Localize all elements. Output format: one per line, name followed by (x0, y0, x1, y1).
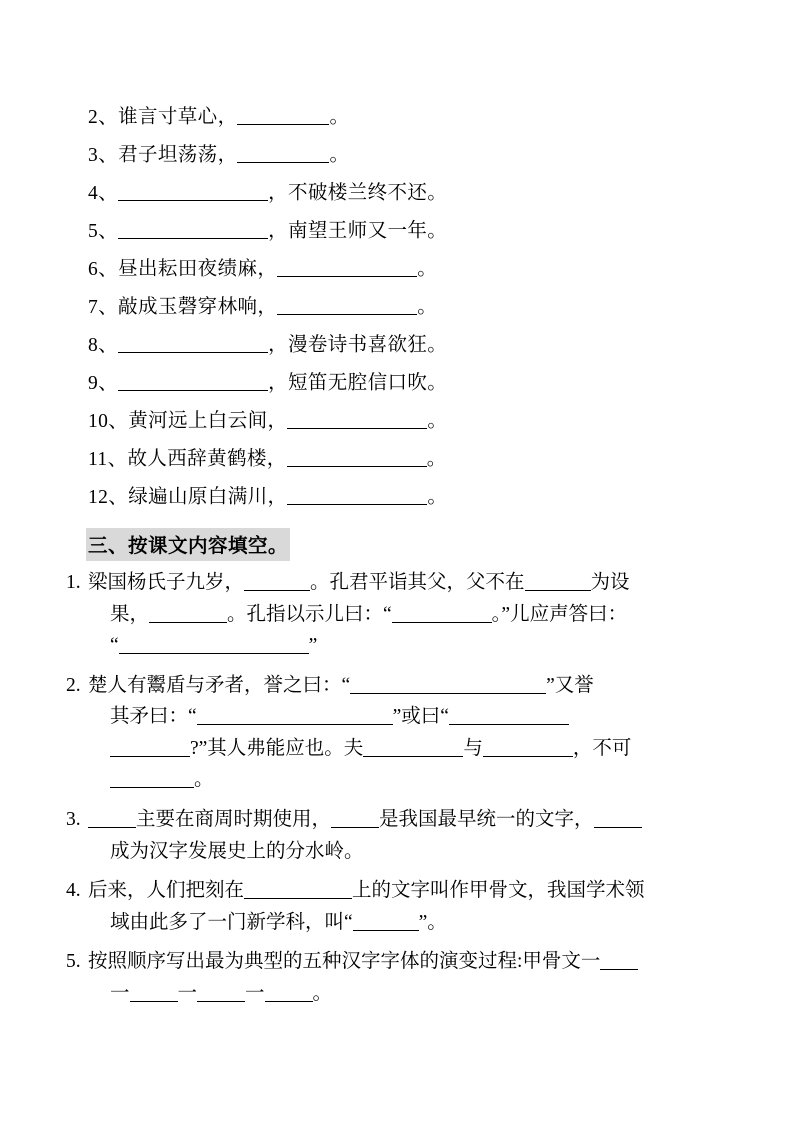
answer-blank[interactable] (149, 601, 227, 622)
question-line (110, 599, 728, 631)
poem-line (88, 256, 728, 279)
question-text: “ (110, 635, 119, 657)
question-text: ”又誉 (546, 674, 594, 696)
question-text: 一 (177, 982, 198, 1004)
answer-blank[interactable] (525, 570, 591, 591)
document-content (66, 104, 728, 1018)
poem-line-text: 绿遍山原白满川， (128, 486, 288, 508)
section-three-questions (66, 567, 728, 1010)
answer-blank[interactable] (237, 104, 329, 125)
poem-line (88, 218, 728, 241)
poem-line-text: 故人西辞黄鹤楼， (127, 448, 287, 470)
question-text: 后来，人们把刻在 (88, 880, 245, 902)
poem-line (88, 332, 728, 355)
question-line (110, 978, 728, 1010)
answer-blank[interactable] (350, 672, 546, 693)
question-text: 与 (463, 737, 483, 759)
poem-line (88, 484, 728, 507)
question-text: 果， (110, 603, 150, 625)
fill-in-question: 5. 按照顺序写出最为典型的五种汉字字体的演变过程:甲骨文一 一 一 一 。 (88, 946, 728, 1009)
poem-line-text: 。 (426, 448, 447, 470)
poem-line-number: 2、 (88, 106, 119, 128)
poem-line (88, 104, 728, 127)
answer-blank[interactable] (363, 735, 463, 756)
poem-line-text: ，漫卷诗书喜欲狂。 (268, 334, 448, 356)
answer-blank[interactable] (118, 332, 268, 353)
question-text: 为设 (590, 572, 630, 593)
poem-line-number: 5、 (88, 220, 119, 242)
question-text: 一 (110, 982, 130, 1004)
question-text: 。”儿应声答曰： (491, 603, 628, 625)
poem-line-number: 3、 (88, 144, 119, 166)
answer-blank[interactable] (130, 980, 178, 1001)
poem-line-text: 。 (329, 144, 350, 166)
question-line (110, 630, 728, 662)
question-text: 梁国杨氏子九岁， (88, 572, 245, 593)
question-line (110, 701, 728, 733)
answer-blank[interactable] (244, 570, 310, 591)
poem-line-text: 。 (427, 410, 448, 432)
answer-blank[interactable] (244, 878, 352, 899)
question-text: 一 (245, 982, 265, 1004)
poem-line-text: 黄河远上白云间， (128, 410, 288, 432)
answer-blank[interactable] (110, 767, 194, 788)
answer-blank[interactable] (392, 601, 492, 622)
question-text: 。 (312, 982, 333, 1004)
section-heading-three: 三、按课文内容填空。 (86, 528, 290, 561)
poem-line (88, 370, 728, 393)
poem-line-number: 7、 (88, 296, 119, 318)
question-text: 按照顺序写出最为典型的五种汉字字体的演变过程:甲骨文一 (88, 951, 601, 973)
question-text: 。孔指以示儿曰：“ (227, 603, 392, 625)
answer-blank[interactable] (118, 218, 268, 239)
answer-blank[interactable] (331, 807, 379, 828)
poem-line-text: 君子坦荡荡， (118, 144, 238, 166)
question-line (110, 764, 728, 796)
answer-blank[interactable] (483, 735, 573, 756)
question-text: 。 (194, 769, 214, 791)
poem-line-text: ，短笛无腔信口吹。 (268, 372, 448, 394)
poem-line-text: 。 (427, 486, 448, 508)
answer-blank[interactable] (197, 980, 245, 1001)
poem-fill-in-list (88, 104, 728, 507)
answer-blank[interactable] (110, 735, 190, 756)
fill-in-question: 3. 主要在商周时期使用， 是我国最早统一的文字， 成为汉字发展史上的分水岭。 (88, 804, 728, 867)
poem-line-text: ，不破楼兰终不还。 (268, 182, 448, 204)
poem-line (88, 446, 728, 469)
poem-line-number: 10、 (88, 410, 129, 432)
answer-blank[interactable] (88, 807, 136, 828)
question-text: 上的文字叫作甲骨文，我国学术领 (352, 880, 645, 902)
answer-blank[interactable] (277, 294, 417, 315)
question-text: 楚人有鬻盾与矛者，誉之曰：“ (88, 674, 351, 696)
poem-line (88, 142, 728, 165)
poem-line-text: 敲成玉磬穿林响， (118, 296, 278, 318)
answer-blank[interactable] (353, 909, 419, 930)
question-text: 其矛曰：“ (110, 706, 197, 728)
question-line (110, 836, 728, 868)
fill-in-question: 4. 后来，人们把刻在 上的文字叫作甲骨文，我国学术领 域由此多了一门新学科，叫“ ”。 (88, 875, 728, 938)
poem-line-number: 4、 (88, 182, 119, 204)
fill-in-question: 1. 梁国杨氏子九岁， 。孔君平诣其父，父不在 为设 果， 。孔指以示儿曰：“ 。”儿应声答曰： “ ” (88, 567, 728, 662)
poem-line-number: 6、 (88, 258, 119, 280)
question-text: 主要在商周时期使用， (136, 809, 332, 831)
answer-blank[interactable] (265, 980, 313, 1001)
poem-line-text: 。 (329, 106, 350, 128)
answer-blank[interactable] (118, 370, 268, 391)
answer-blank[interactable] (119, 633, 309, 654)
poem-line-number: 12、 (88, 486, 129, 508)
answer-blank[interactable] (118, 180, 268, 201)
question-text: 。孔君平诣其父，父不在 (310, 572, 525, 593)
answer-blank[interactable] (197, 704, 393, 725)
answer-blank[interactable] (287, 408, 427, 429)
poem-line-text: 。 (417, 258, 438, 280)
answer-blank[interactable] (594, 807, 642, 828)
question-text: ” (308, 635, 318, 657)
poem-line-number: 11、 (88, 448, 128, 470)
poem-line-text: 昼出耘田夜绩麻， (118, 258, 278, 280)
poem-line-number: 9、 (88, 372, 119, 394)
answer-blank[interactable] (287, 446, 427, 467)
question-text: 域由此多了一门新学科，叫“ (110, 911, 353, 933)
answer-blank[interactable] (277, 256, 417, 277)
answer-blank[interactable] (237, 142, 329, 163)
fill-in-question: 2. 楚人有鬻盾与矛者，誉之曰：“ ”又誉 其矛曰：“ ”或曰“ ?”其人弗能应也。夫 与 ，不可 。 (88, 670, 728, 796)
answer-blank[interactable] (287, 484, 427, 505)
question-line (110, 733, 728, 765)
question-text: ”或曰“ (392, 706, 449, 728)
poem-line-text: ，南望王师又一年。 (268, 220, 448, 242)
poem-line (88, 180, 728, 203)
poem-line-text: 。 (417, 296, 438, 318)
poem-line-text: 谁言寸草心， (118, 106, 238, 128)
question-line (110, 907, 728, 939)
question-text: ”。 (418, 911, 447, 933)
answer-blank[interactable] (449, 704, 569, 725)
answer-blank[interactable] (600, 949, 638, 970)
poem-line (88, 294, 728, 317)
poem-line (88, 408, 728, 431)
question-text: ，不可 (572, 737, 632, 759)
poem-line-number: 8、 (88, 334, 119, 356)
question-text: 成为汉字发展史上的分水岭。 (110, 840, 364, 862)
question-text: 是我国最早统一的文字， (379, 809, 594, 831)
question-text: ?”其人弗能应也。夫 (190, 737, 364, 759)
